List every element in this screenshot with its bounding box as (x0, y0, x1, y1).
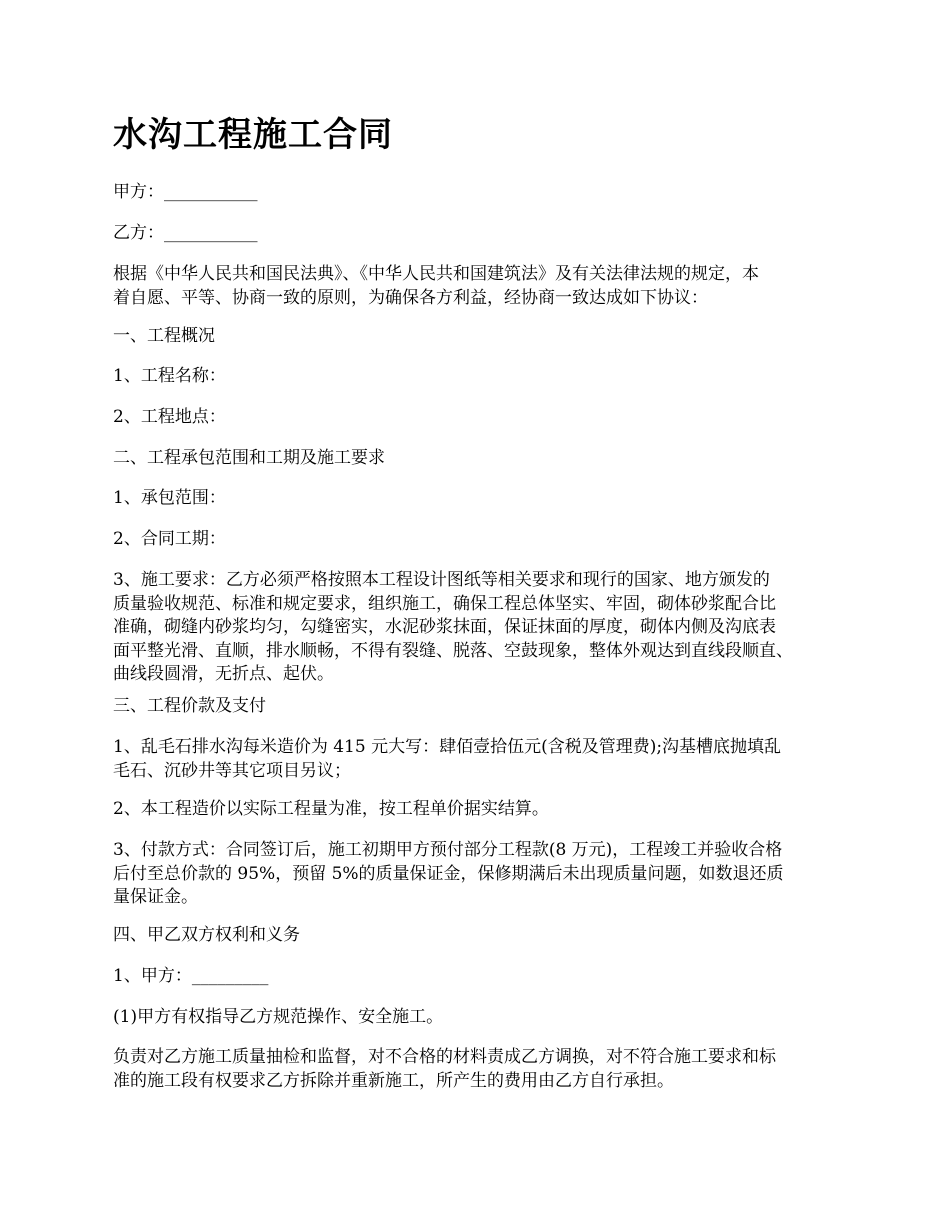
project-location-item: 2、工程地点： (113, 407, 226, 427)
payment-method-paragraph (113, 839, 784, 910)
payment-line: 量保证金。 (113, 887, 198, 907)
document-title: 水沟工程施工合同 (113, 115, 393, 155)
requirements-line: 曲线段圆滑，无折点、起伏。 (113, 664, 334, 684)
party-a-duties-item: 1、甲方：_________ (113, 966, 269, 986)
section-heading-4: 四、甲乙双方权利和义务 (113, 925, 300, 945)
payment-line: 3、付款方式：合同签订后，施工初期甲方预付部分工程款(8 万元)，工程竣工并验收合格 (113, 840, 783, 860)
detail-line: 负责对乙方施工质量抽检和监督，对不合格的材料责成乙方调换，对不符合施工要求和标 (113, 1047, 776, 1067)
party-a-line: 甲方：___________ (113, 182, 258, 202)
party-b-line: 乙方：___________ (113, 223, 258, 243)
unit-price-line: 毛石、沉砂井等其它项目另议； (113, 760, 351, 781)
settlement-item: 2、本工程造价以实际工程量为准，按工程单价据实结算。 (113, 799, 549, 819)
unit-price-line: 1、乱毛石排水沟每米造价为 415 元大写：肆佰壹拾伍元(含税及管理费);沟基槽底抛填乱 (113, 737, 782, 757)
intro-line: 着自愿、平等、协商一致的原则，为确保各方利益，经协商一致达成如下协议： (113, 287, 708, 308)
construction-requirements-paragraph (113, 569, 793, 687)
requirements-line: 3、施工要求：乙方必须严格按照本工程设计图纸等相关要求和现行的国家、地方颁发的 (113, 570, 770, 590)
party-a-right-detail-paragraph (113, 1046, 776, 1093)
intro-line: 根据《中华人民共和国民法典》、《中华人民共和国建筑法》及有关法律法规的规定，本 (113, 264, 759, 284)
section-heading-1: 一、工程概况 (113, 326, 215, 346)
requirements-line: 准确，砌缝内砂浆均匀，勾缝密实，水泥砂浆抹面，保证抹面的厚度，砌体内侧及沟底表 (113, 617, 776, 637)
duration-item: 2、合同工期： (113, 529, 226, 549)
requirements-line: 质量验收规范、标准和规定要求，组织施工，确保工程总体坚实、牢固，砌体砂浆配合比 (113, 593, 776, 614)
intro-paragraph (113, 263, 759, 310)
project-name-item: 1、工程名称： (113, 366, 226, 386)
section-heading-2: 二、工程承包范围和工期及施工要求 (113, 448, 385, 468)
unit-price-paragraph (113, 736, 781, 783)
requirements-line: 面平整光滑、直顺，排水顺畅，不得有裂缝、脱落、空鼓现象，整体外观达到直线段顺直、 (113, 640, 793, 661)
detail-line: 准的施工段有权要求乙方拆除并重新施工，所产生的费用由乙方自行承担。 (113, 1070, 674, 1091)
party-a-right-1: (1)甲方有权指导乙方规范操作、安全施工。 (113, 1007, 444, 1027)
scope-item: 1、承包范围： (113, 488, 226, 508)
payment-line: 后付至总价款的 95%，预留 5%的质量保证金，保修期满后未出现质量问题，如数退还质 (113, 863, 784, 884)
section-heading-3: 三、工程价款及支付 (113, 696, 266, 716)
